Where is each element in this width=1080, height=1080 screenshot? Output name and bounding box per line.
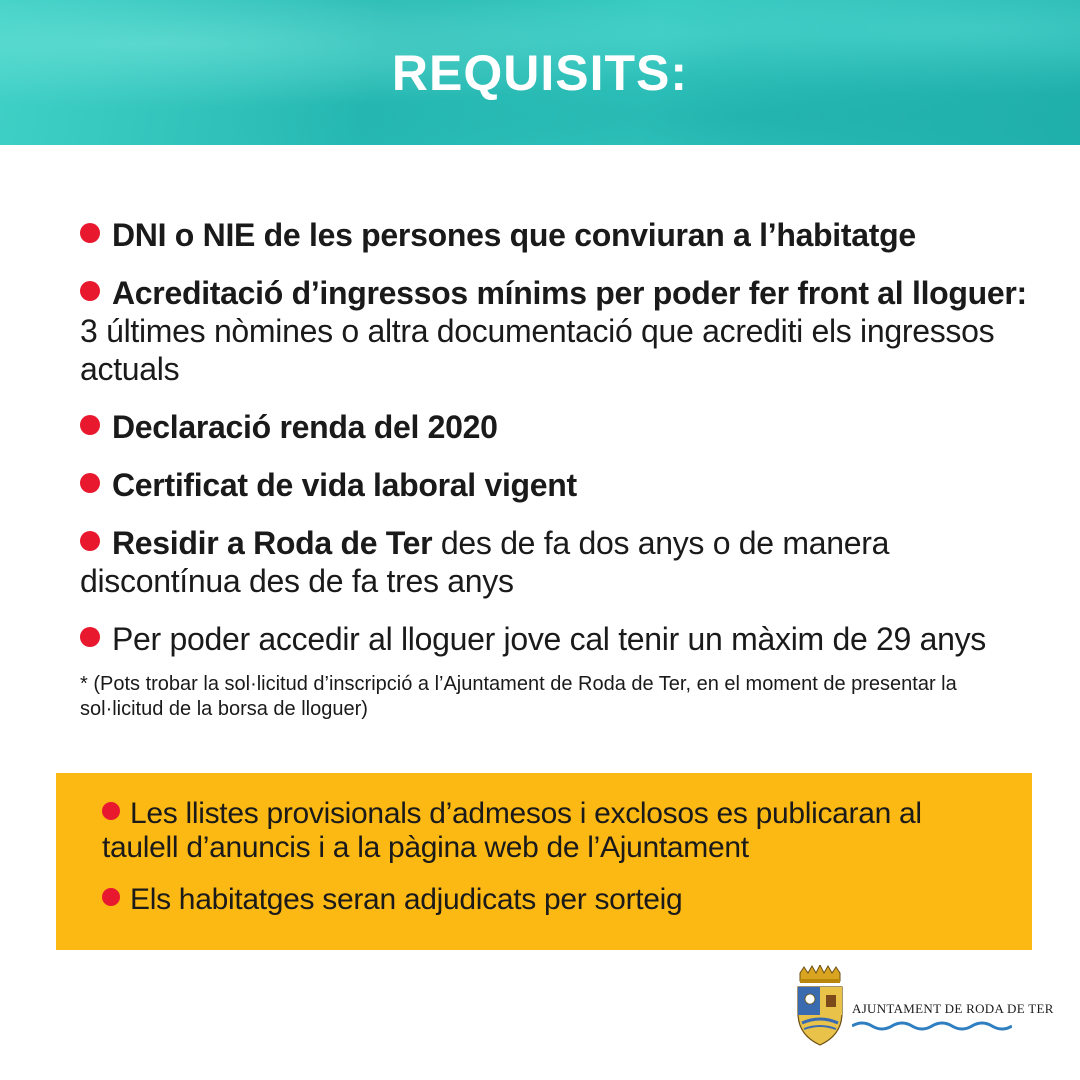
requirement-text: Per poder accedir al lloguer jove cal tenir un màxim de 29 anys bbox=[112, 621, 987, 657]
logo-text: AJUNTAMENT DE RODA DE TER bbox=[852, 1001, 1054, 1016]
bullet-icon bbox=[80, 531, 100, 551]
info-text: Les llistes provisionals d’admesos i exclosos es publicaran al taulell d’anuncis i a la pàgina web de l’Ajuntament bbox=[102, 797, 922, 864]
info-text: Els habitatges seran adjudicats per sorteig bbox=[130, 883, 683, 916]
requirement-item bbox=[80, 466, 1040, 504]
requirement-text: des de fa dos anys o de manera discontínua des de fa tres anys bbox=[80, 525, 890, 599]
header-banner bbox=[0, 0, 1080, 145]
bullet-icon bbox=[80, 415, 100, 435]
requirement-bold-text: Residir a Roda de Ter bbox=[112, 525, 433, 561]
requirement-bold-text: Acreditació d’ingressos mínims per poder fer front al lloguer: bbox=[112, 275, 1027, 311]
bullet-icon bbox=[80, 627, 100, 647]
coat-of-arms-icon bbox=[790, 965, 850, 1055]
page-title: REQUISITS: bbox=[391, 44, 689, 101]
bullet-icon bbox=[80, 473, 100, 493]
requirements-list bbox=[80, 216, 1040, 722]
bullet-icon bbox=[80, 281, 100, 301]
footnote: * (Pots trobar la sol·licitud d’inscripció a l’Ajuntament de Roda de Ter, en el moment de presentar la sol·licitud de la borsa de lloguer) bbox=[80, 673, 957, 720]
wave-icon bbox=[852, 1019, 1012, 1033]
info-box bbox=[56, 773, 1032, 950]
requirement-bold-text: Declaració renda del 2020 bbox=[112, 409, 498, 445]
info-item bbox=[102, 883, 1002, 917]
ajuntament-logo bbox=[790, 965, 1054, 1055]
info-item bbox=[102, 797, 1002, 865]
bullet-icon bbox=[80, 223, 100, 243]
requirement-bold-text: Certificat de vida laboral vigent bbox=[112, 467, 577, 503]
requirement-item bbox=[80, 216, 1040, 254]
bullet-icon bbox=[102, 802, 120, 820]
requirement-bold-text: DNI o NIE de les persones que conviuran a l’habitatge bbox=[112, 217, 916, 253]
requirement-text: 3 últimes nòmines o altra documentació que acrediti els ingressos actuals bbox=[80, 313, 995, 387]
requirement-item bbox=[80, 274, 1040, 388]
requirement-item bbox=[80, 524, 1040, 600]
bullet-icon bbox=[102, 888, 120, 906]
requirement-item bbox=[80, 620, 1040, 658]
requirement-item bbox=[80, 408, 1040, 446]
